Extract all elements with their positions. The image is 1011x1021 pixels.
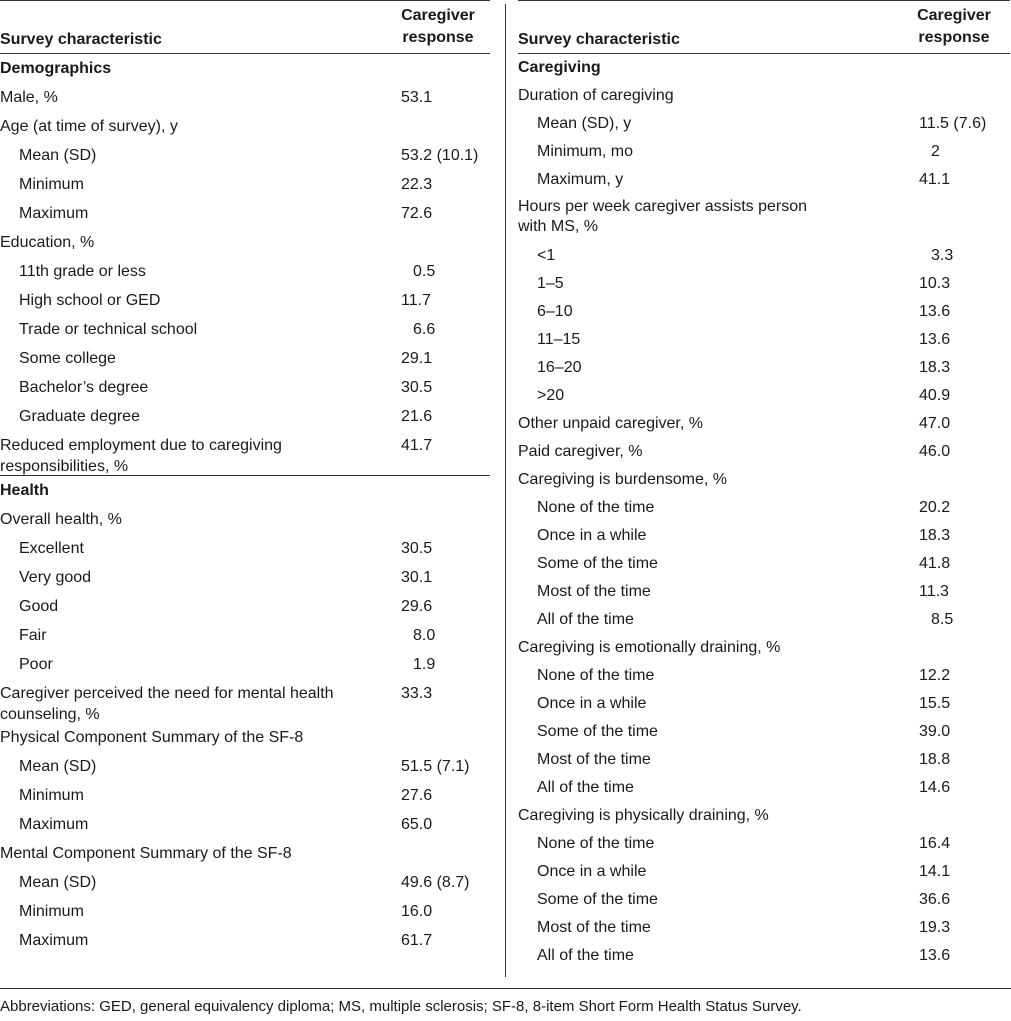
row-label: High school or GED — [19, 292, 161, 309]
row-value: 36.6 — [919, 891, 951, 908]
right-table — [518, 0, 1010, 970]
table-row-sub — [518, 858, 1010, 886]
table-row-sub — [518, 942, 1010, 970]
row-label: Once in a while — [537, 695, 647, 712]
row-value: 18.3 — [919, 359, 951, 376]
row-value: 3.3 — [931, 247, 954, 264]
row-value: 41.8 — [919, 555, 951, 572]
row-label: None of the time — [537, 835, 655, 852]
row-value: 49.6 (8.7) — [401, 874, 470, 891]
row-label: Mean (SD), y — [537, 115, 632, 132]
table-row-sub — [0, 286, 490, 315]
table-row — [0, 228, 490, 257]
row-value: 41.1 — [919, 171, 951, 188]
section-heading — [0, 475, 490, 505]
table-row — [0, 505, 490, 534]
row-label: Hours per week caregiver assists person with MS, % — [518, 198, 808, 235]
table-row-sub — [0, 534, 490, 563]
row-label: 1–5 — [537, 275, 564, 292]
table-row-sub — [518, 606, 1010, 634]
row-label: Health — [0, 482, 49, 499]
row-value: 19.3 — [919, 919, 951, 936]
row-value: 14.6 — [919, 779, 951, 796]
row-value: 20.2 — [919, 499, 951, 516]
row-value: 16.4 — [919, 835, 951, 852]
row-label: Mean (SD) — [19, 147, 97, 164]
table-row-sub — [518, 690, 1010, 718]
table-row-sub — [0, 141, 490, 170]
table-row-sub — [0, 563, 490, 592]
table-row-sub — [518, 914, 1010, 942]
section-heading — [518, 54, 1010, 82]
row-label: Overall health, % — [0, 511, 122, 528]
row-label: None of the time — [537, 667, 655, 684]
row-value: 6.6 — [413, 321, 436, 338]
table-row-sub — [0, 897, 490, 926]
row-label: Mean (SD) — [19, 874, 97, 891]
left-table-header — [0, 0, 490, 54]
row-value: 11.3 — [919, 583, 949, 600]
row-value: 30.5 — [401, 540, 433, 557]
table-row — [0, 83, 490, 112]
table-row-sub — [0, 199, 490, 228]
row-label: Poor — [19, 656, 53, 673]
column-divider — [505, 4, 506, 977]
row-value: 10.3 — [919, 275, 951, 292]
header-response: Caregiver response — [917, 7, 991, 46]
row-label: Caregiver perceived the need for mental health counseling, % — [0, 685, 334, 723]
row-label: Minimum — [19, 787, 84, 804]
table-row-sub — [518, 354, 1010, 382]
row-value: 30.1 — [401, 569, 433, 586]
row-value: 46.0 — [919, 443, 951, 460]
row-value: 29.1 — [401, 350, 433, 367]
row-label: Once in a while — [537, 527, 647, 544]
row-value: 39.0 — [919, 723, 951, 740]
row-label: Education, % — [0, 234, 95, 251]
row-label: Caregiving — [518, 59, 601, 76]
right-table-body — [518, 54, 1010, 970]
row-label: Some of the time — [537, 723, 658, 740]
row-label: Minimum — [19, 176, 84, 193]
row-label: Very good — [19, 569, 92, 586]
table-row-sub — [0, 373, 490, 402]
row-label: All of the time — [537, 611, 634, 628]
row-label: Graduate degree — [19, 408, 140, 425]
header-characteristic: Survey characteristic — [518, 31, 680, 48]
row-label: >20 — [537, 387, 565, 404]
row-value: 1.9 — [413, 656, 436, 673]
table-row-sub — [518, 746, 1010, 774]
table-row-sub — [518, 110, 1010, 138]
table-row-sub — [518, 830, 1010, 858]
row-label: Most of the time — [537, 583, 651, 600]
table-row-sub — [518, 242, 1010, 270]
row-label: Trade or technical school — [19, 321, 198, 338]
row-value: 11.5 (7.6) — [919, 115, 987, 132]
row-label: None of the time — [537, 499, 655, 516]
table-row-sub — [518, 494, 1010, 522]
row-label: Physical Component Summary of the SF-8 — [0, 729, 304, 746]
row-value: 0.5 — [413, 263, 436, 280]
row-label: Some of the time — [537, 891, 658, 908]
footnote: Abbreviations: GED, general equivalency diploma; MS, multiple sclerosis; SF-8, 8-item Short Form Health Status Survey. — [0, 998, 802, 1015]
row-label: Mean (SD) — [19, 758, 97, 775]
row-label: Good — [19, 598, 59, 615]
row-value: 40.9 — [919, 387, 951, 404]
row-label: <1 — [537, 247, 556, 264]
row-label: Age (at time of survey), y — [0, 118, 178, 135]
header-response: Caregiver response — [401, 7, 475, 46]
row-label: Duration of caregiving — [518, 87, 674, 104]
row-value: 21.6 — [401, 408, 433, 425]
table-row-sub — [0, 315, 490, 344]
row-label: Maximum — [19, 816, 89, 833]
row-label: 11th grade or less — [19, 263, 146, 280]
row-value: 53.2 (10.1) — [401, 147, 479, 164]
row-label: Some of the time — [537, 555, 658, 572]
table-row-sub — [518, 326, 1010, 354]
table-row — [0, 839, 490, 868]
row-value: 14.1 — [919, 863, 951, 880]
row-value: 33.3 — [401, 685, 433, 702]
row-value: 27.6 — [401, 787, 433, 804]
row-value: 41.7 — [401, 437, 433, 454]
row-value: 13.6 — [919, 303, 951, 320]
row-value: 30.5 — [401, 379, 433, 396]
row-label: Minimum, mo — [537, 143, 634, 160]
table-row — [518, 82, 1010, 110]
row-label: Mental Component Summary of the SF-8 — [0, 845, 292, 862]
row-label: Minimum — [19, 903, 84, 920]
row-label: Caregiving is burdensome, % — [518, 471, 727, 488]
table-row — [0, 431, 490, 475]
row-value: 53.1 — [401, 89, 433, 106]
left-table-body — [0, 54, 490, 955]
row-value: 18.3 — [919, 527, 951, 544]
table-row-sub — [0, 344, 490, 373]
table-row-sub — [0, 810, 490, 839]
row-value: 13.6 — [919, 331, 951, 348]
row-label: Once in a while — [537, 863, 647, 880]
table-row-sub — [518, 662, 1010, 690]
table-row-sub — [518, 382, 1010, 410]
table-row-sub — [0, 257, 490, 286]
row-label: Maximum — [19, 932, 89, 949]
table-row-sub — [0, 592, 490, 621]
row-value: 15.5 — [919, 695, 951, 712]
row-value: 51.5 (7.1) — [401, 758, 470, 775]
table-row — [518, 438, 1010, 466]
row-label: Other unpaid caregiver, % — [518, 415, 703, 432]
row-label: Demographics — [0, 60, 112, 77]
table-row — [0, 723, 490, 752]
row-value: 8.0 — [413, 627, 436, 644]
table-row — [518, 194, 1010, 242]
table-row-sub — [518, 298, 1010, 326]
row-value: 12.2 — [919, 667, 951, 684]
row-value: 8.5 — [931, 611, 954, 628]
row-label: Maximum — [19, 205, 89, 222]
row-label: All of the time — [537, 779, 634, 796]
row-label: Maximum, y — [537, 171, 624, 188]
table-row-sub — [518, 522, 1010, 550]
table-row-sub — [0, 650, 490, 679]
table-row — [518, 634, 1010, 662]
left-table — [0, 0, 490, 955]
row-label: Fair — [19, 627, 47, 644]
row-value: 18.8 — [919, 751, 951, 768]
row-value: 47.0 — [919, 415, 951, 432]
table-row-sub — [0, 621, 490, 650]
table-row-sub — [518, 718, 1010, 746]
table-row-sub — [0, 868, 490, 897]
row-label: 11–15 — [537, 331, 581, 348]
row-label: Most of the time — [537, 919, 651, 936]
row-label: Most of the time — [537, 751, 651, 768]
row-label: Some college — [19, 350, 116, 367]
row-value: 13.6 — [919, 947, 951, 964]
table-row-sub — [518, 774, 1010, 802]
table-row — [0, 112, 490, 141]
table-row — [518, 466, 1010, 494]
bottom-rule — [0, 988, 1011, 989]
row-label: 16–20 — [537, 359, 582, 376]
row-value: 29.6 — [401, 598, 433, 615]
row-label: Paid caregiver, % — [518, 443, 643, 460]
row-label: Caregiving is physically draining, % — [518, 807, 769, 824]
row-value: 22.3 — [401, 176, 433, 193]
row-label: Caregiving is emotionally draining, % — [518, 639, 781, 656]
row-value: 16.0 — [401, 903, 433, 920]
table-row-sub — [0, 402, 490, 431]
table-row-sub — [518, 138, 1010, 166]
row-label: Male, % — [0, 89, 58, 106]
table-row-sub — [0, 781, 490, 810]
row-label: Excellent — [19, 540, 84, 557]
row-value: 65.0 — [401, 816, 433, 833]
table-row-sub — [518, 270, 1010, 298]
table-row-sub — [0, 170, 490, 199]
table-row-sub — [0, 752, 490, 781]
table-row — [518, 802, 1010, 830]
table-row-sub — [518, 886, 1010, 914]
row-label: 6–10 — [537, 303, 573, 320]
table-row-sub — [0, 926, 490, 955]
table-row-sub — [518, 166, 1010, 194]
row-value: 2 — [931, 143, 940, 160]
row-value: 72.6 — [401, 205, 433, 222]
table-row — [518, 410, 1010, 438]
table-row — [0, 679, 490, 723]
table-row-sub — [518, 550, 1010, 578]
row-value: 11.7 — [401, 292, 431, 309]
table-row-sub — [518, 578, 1010, 606]
header-characteristic: Survey characteristic — [0, 31, 162, 48]
row-value: 61.7 — [401, 932, 433, 949]
row-label: Reduced employment due to caregiving responsibilities, % — [0, 437, 282, 475]
row-label: Bachelor’s degree — [19, 379, 149, 396]
right-table-header — [518, 0, 1010, 54]
row-label: All of the time — [537, 947, 634, 964]
section-heading — [0, 54, 490, 83]
